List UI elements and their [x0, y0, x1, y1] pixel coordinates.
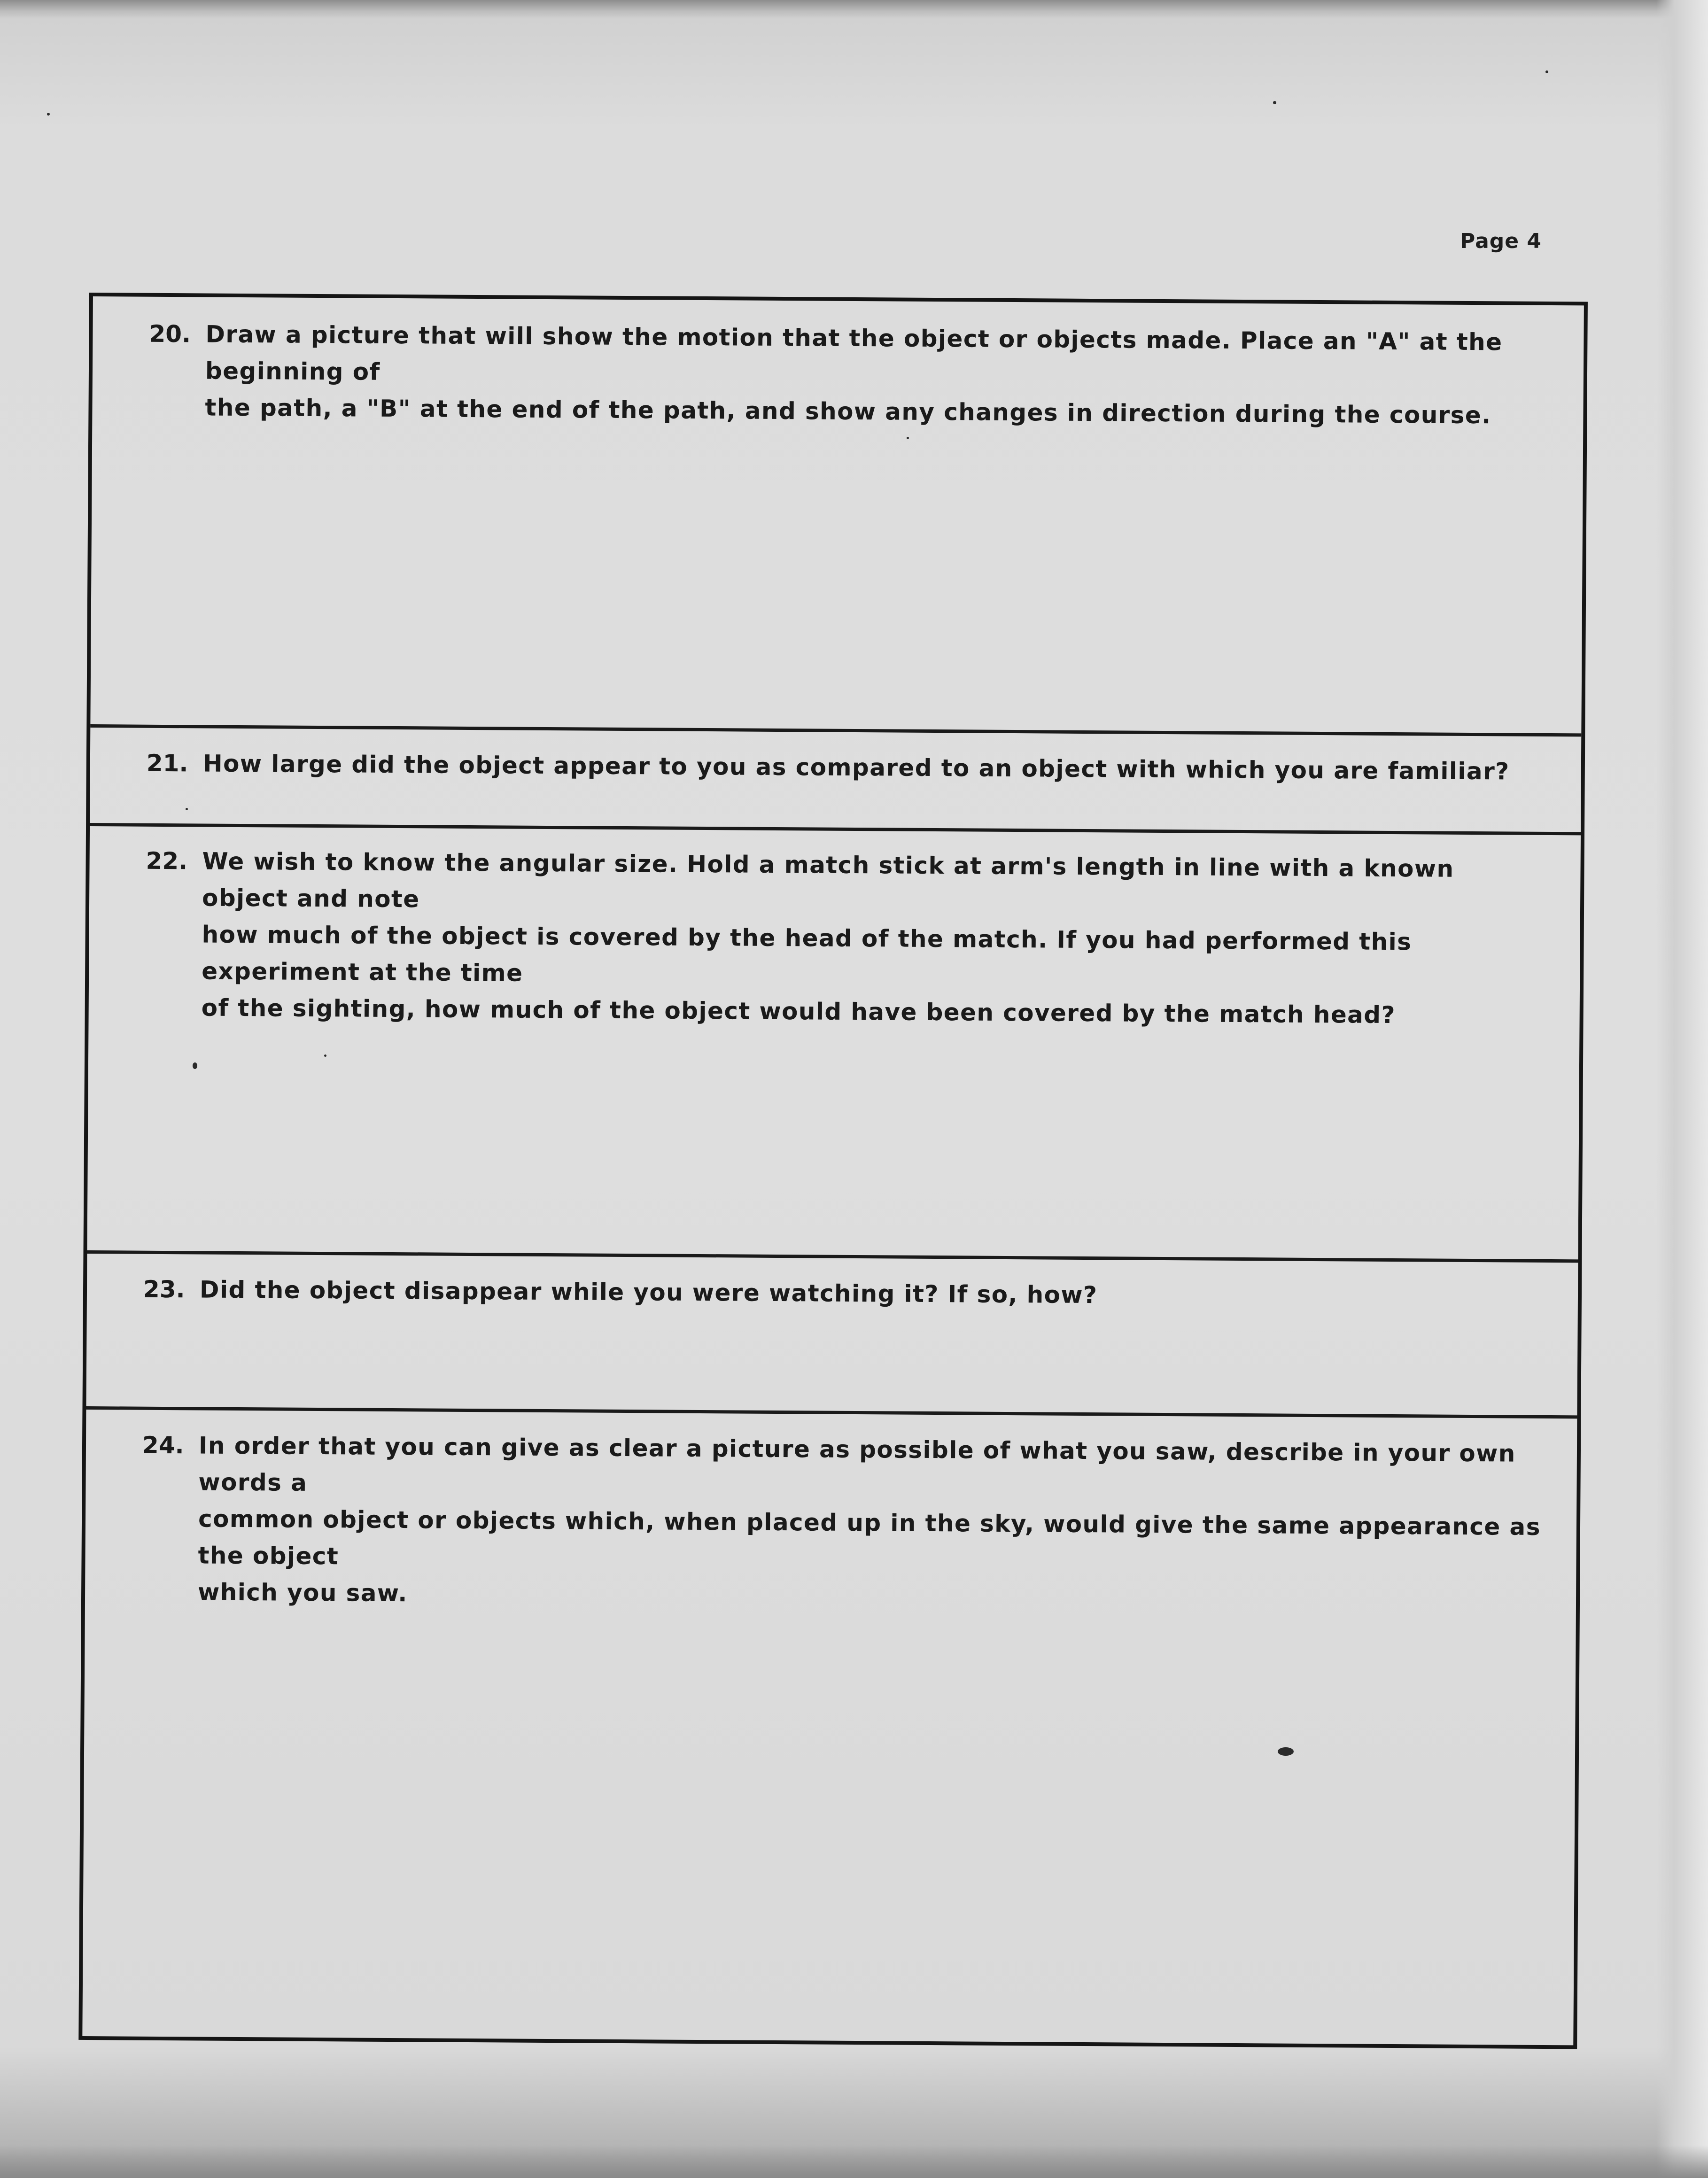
question-21-row: [147, 745, 1546, 790]
question-text: Did the object disappear while you were watching it? If so, how?: [199, 1276, 1098, 1309]
scan-bottom-edge: [0, 2145, 1708, 2178]
page-number: Page 4: [1460, 229, 1542, 253]
question-number: 24.: [142, 1431, 184, 1459]
question-21-section: [90, 728, 1581, 835]
question-text: Draw a picture that will show the motion that the object or objects made. Place an "A" at the beginning of the path, a "B" at the end of the path, and show any changes in direction during the course.: [205, 320, 1503, 429]
question-23-row: [143, 1271, 1543, 1316]
question-number: 20.: [149, 320, 191, 348]
scan-speck: [186, 808, 188, 810]
question-text: We wish to know the angular size. Hold a match stick at arm's length in line with a known object and note how much of the object is covered by the head of the match. If you had performed this experiment at the time of the sighting, how much of the object would have been covered by the match head?: [201, 847, 1454, 1029]
scan-speck: [1273, 101, 1276, 104]
question-22-row: [145, 843, 1545, 1034]
question-22-section: [87, 826, 1581, 1263]
scan-right-edge: [1656, 0, 1708, 2178]
question-23-section: [86, 1254, 1578, 1418]
question-number: 22.: [146, 847, 188, 875]
questionnaire-form-box: [78, 293, 1588, 2049]
question-text: In order that you can give as clear a picture as possible of what you saw, describe in your own words a common object or objects which, when placed up in the sky, would give the same appearance as the object which you saw.: [197, 1432, 1541, 1607]
question-20-section: [90, 296, 1584, 736]
scan-speck: [907, 437, 909, 439]
question-text: How large did the object appear to you as compared to an object with which you are familiar?: [202, 750, 1510, 785]
scan-top-edge: [0, 0, 1708, 19]
question-number: 23.: [143, 1275, 185, 1303]
scan-speck: [324, 1054, 326, 1057]
question-24-section: [82, 1410, 1577, 2045]
question-20-row: [148, 316, 1549, 434]
scan-speck: [1545, 70, 1548, 73]
scan-speck: [193, 1062, 197, 1069]
question-24-row: [141, 1427, 1542, 1619]
scan-speck: [1278, 1747, 1294, 1756]
scan-speck: [47, 113, 50, 116]
question-number: 21.: [146, 749, 188, 777]
